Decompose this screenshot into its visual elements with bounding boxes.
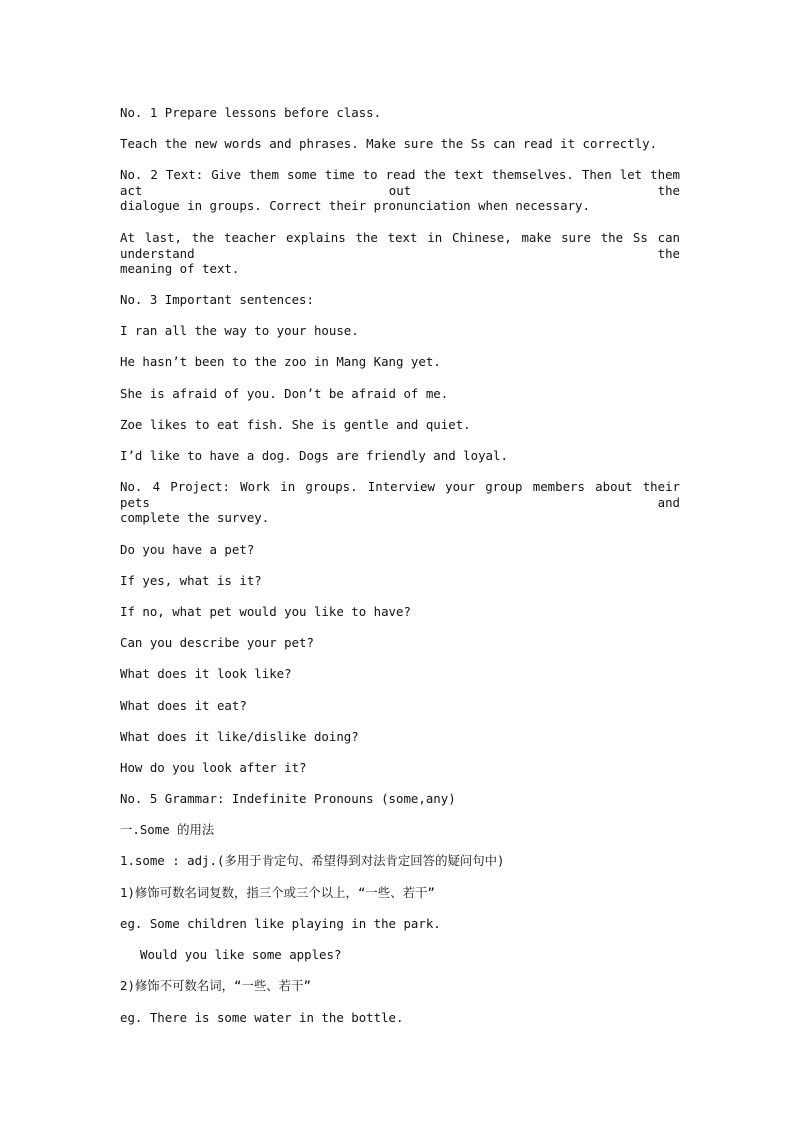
text-line: I’d like to have a dog. Dogs are friendly and loyal. — [120, 448, 508, 463]
text-line: eg. There is some water in the bottle. — [120, 1010, 404, 1025]
text-line: eg. Some children like playing in the park. — [120, 916, 441, 931]
section-heading: 一.Some 的用法 — [120, 822, 215, 837]
text-line: Teach the new words and phrases. Make sure the Ss can read it correctly. — [120, 136, 658, 151]
text-line: dialogue in groups. Correct their pronunciation when necessary. — [120, 198, 590, 213]
text-line: No. 3 Important sentences: — [120, 292, 314, 307]
text-line: What does it look like? — [120, 666, 292, 681]
text-line: He hasn’t been to the zoo in Mang Kang yet. — [120, 354, 441, 369]
text-line: Do you have a pet? — [120, 542, 255, 557]
text-line: If no, what pet would you like to have? — [120, 604, 411, 619]
text-line: At last, the teacher explains the text in Chinese, make sure the Ss can understand the — [120, 230, 680, 261]
text-line: Would you like some apples? — [140, 947, 342, 962]
text-line: How do you look after it? — [120, 760, 307, 775]
text-line: Can you describe your pet? — [120, 635, 314, 650]
text-line: No. 2 Text: Give them some time to read the text themselves. Then let them act out the — [120, 167, 680, 198]
text-line: meaning of text. — [120, 261, 240, 276]
text-line: She is afraid of you. Don’t be afraid of me. — [120, 386, 449, 401]
text-line: No. 4 Project: Work in groups. Interview your group members about their pets and — [120, 479, 680, 510]
text-line: What does it like/dislike doing? — [120, 729, 359, 744]
text-line: Zoe likes to eat fish. She is gentle and quiet. — [120, 417, 471, 432]
text-line: complete the survey. — [120, 510, 270, 525]
text-line: No. 5 Grammar: Indefinite Pronouns (some,any) — [120, 791, 456, 806]
text-line: 2)修饰不可数名词，“一些、若干” — [120, 978, 311, 993]
text-line: 1.some : adj.(多用于肯定句、希望得到对法肯定回答的疑问句中) — [120, 853, 505, 868]
text-line: If yes, what is it? — [120, 573, 262, 588]
text-line: What does it eat? — [120, 698, 247, 713]
text-line: I ran all the way to your house. — [120, 323, 359, 338]
text-line: 1)修饰可数名词复数，指三个或三个以上，“一些、若干” — [120, 885, 435, 900]
text-line: No. 1 Prepare lessons before class. — [120, 105, 382, 120]
